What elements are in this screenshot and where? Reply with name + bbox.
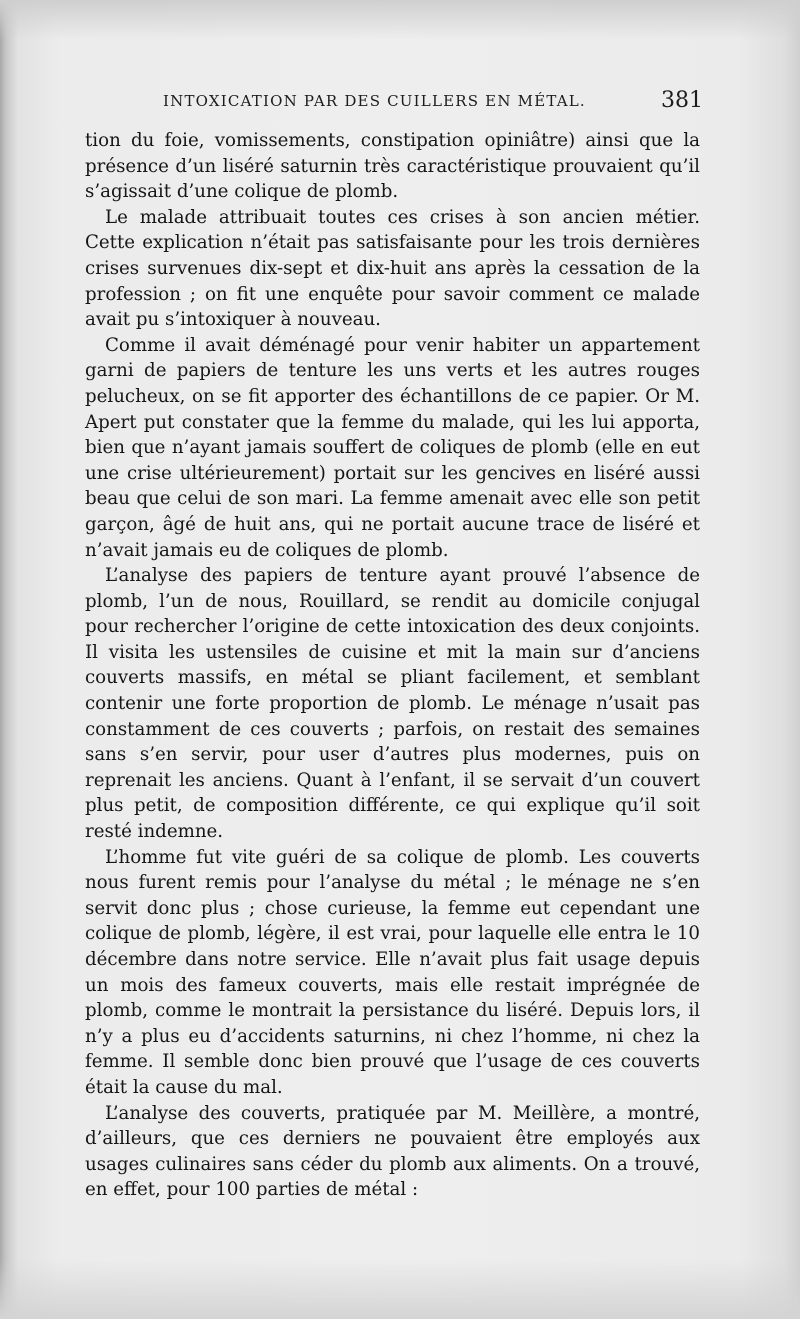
paragraph: L’analyse des couverts, pratiquée par M. Meillère, a montré, d’ailleurs, que ces derniers ne pouvaient être employés aux usages culinaires sans céder du plomb aux aliments. On a trouvé, en effet, pour 100 parties de métal : bbox=[85, 1102, 700, 1201]
running-title: INTOXICATION PAR DES CUILLERS EN MÉTAL. bbox=[163, 92, 586, 110]
paragraph: L’homme fut vite guéri de sa colique de plomb. Les couverts nous furent remis pour l’analyse du métal ; le ménage ne s’en servit donc plus ; chose curieuse, la femme eut cependant une colique de plomb, légère, il est vrai, pour laquelle elle entra le 10 décembre dans notre service. Elle n’avait plus fait usage depuis un mois des fameux couverts, mais elle restait imprégnée de plomb, comme le montrait la persistance du liséré. Depuis lors, il n’y a plus eu d’accidents saturnins, ni chez l’homme, ni chez la femme. Il semble donc bien prouvé que l’usage de ces couverts était la cause du mal. bbox=[85, 846, 700, 1098]
paragraph: L’analyse des papiers de tenture ayant prouvé l’absence de plomb, l’un de nous, Rouillard, se rendit au domicile conjugal pour rechercher l’origine de cette intoxication des deux conjoints. Il visita les ustensiles de cuisine et mit la main sur d’anciens couverts massifs, en métal se pliant facilement, et semblant contenir une forte proportion de plomb. Le ménage n’usait pas constamment de ces couverts ; parfois, on restait des semaines sans s’en servir, pour user d’autres plus modernes, puis on reprenait les anciens. Quant à l’enfant, il se servait d’un couvert plus petit, de composition différente, ce qui explique qu’il soit resté indemne. bbox=[85, 565, 700, 843]
paragraph: Le malade attribuait toutes ces crises à son ancien métier. Cette explication n’était pas satisfaisante pour les trois dernières crises survenues dix-sept et dix-huit ans après la cessation de la profession ; on fit une enquête pour savoir comment ce malade avait pu s’intoxiquer à nouveau. bbox=[85, 206, 700, 331]
paragraph: Comme il avait déménagé pour venir habiter un appartement garni de papiers de tenture les uns verts et les autres rouges pelucheux, on se fit apporter des échantillons de ce papier. Or M. Apert put constater que la femme du malade, qui les lui apporta, bien que n’ayant jamais souffert de coliques de plomb (elle en eut une crise ultérieurement) portait sur les gencives en liséré aussi beau que celui de son mari. La femme amenait avec elle son petit garçon, âgé de huit ans, qui ne portait aucune trace de liséré et n’avait jamais eu de coliques de plomb. bbox=[85, 334, 700, 561]
paragraph-continued: tion du foie, vomissements, constipation opiniâtre) ainsi que la présence d’un liséré saturnin très caractéristique prouvaient qu’il s’agissait d’une colique de plomb. bbox=[85, 130, 700, 203]
running-header bbox=[85, 88, 703, 118]
body-text bbox=[85, 128, 700, 1203]
page-number: 381 bbox=[661, 88, 703, 113]
